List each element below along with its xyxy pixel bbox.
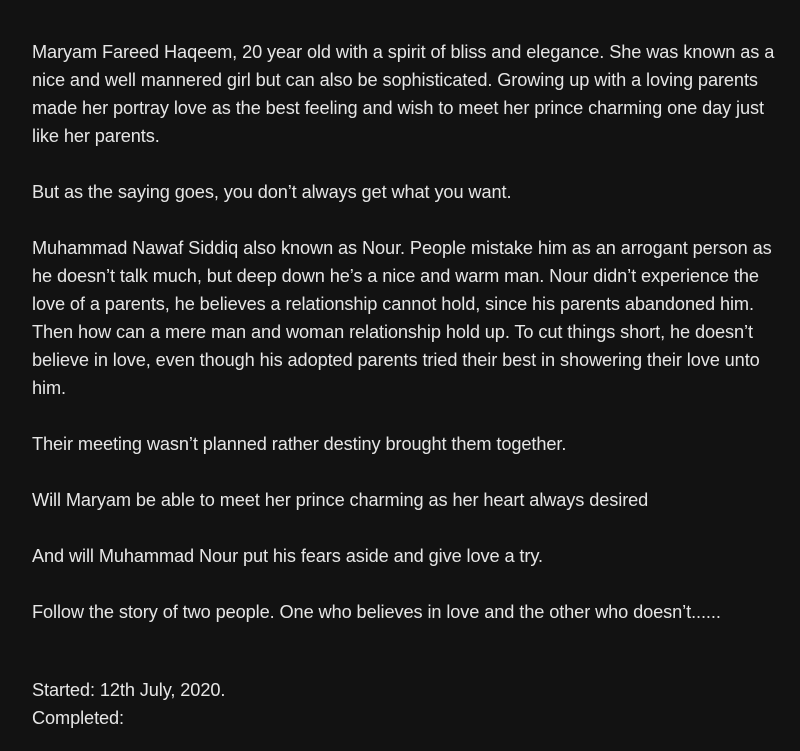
paragraph-question-nour: And will Muhammad Nour put his fears aside and give love a try. [32, 546, 543, 566]
spacer [32, 654, 780, 676]
completed-date: Completed: [32, 708, 125, 728]
paragraph-nour-intro: Muhammad Nawaf Siddiq also known as Nour. People mistake him as an arrogant person as he doesn’t talk much, but deep down he’s a nice and warm man. Nour didn’t experience the love of a parents, he believes a relationship cannot hold, since his parents abandoned him. Then how can a mere man and woman relationship hold up. To cut things short, he doesn’t believe in love, even though his adopted parents tried their best in showering their love unto him. [32, 238, 772, 398]
story-description [32, 38, 780, 732]
paragraph-follow: Follow the story of two people. One who believes in love and the other who doesn’t...... [32, 602, 721, 622]
paragraph-meeting: Their meeting wasn’t planned rather destiny brought them together. [32, 434, 567, 454]
started-date: Started: 12th July, 2020. [32, 680, 226, 700]
paragraph-maryam-intro: Maryam Fareed Haqeem, 20 year old with a spirit of bliss and elegance. She was known as a nice and well mannered girl but can also be sophisticated. Growing up with a loving parents made her portray love as the best feeling and wish to meet her prince charming one day just like her parents. [32, 42, 775, 146]
paragraph-question-maryam: Will Maryam be able to meet her prince charming as her heart always desired [32, 490, 649, 510]
paragraph-saying: But as the saying goes, you don’t always get what you want. [32, 182, 512, 202]
